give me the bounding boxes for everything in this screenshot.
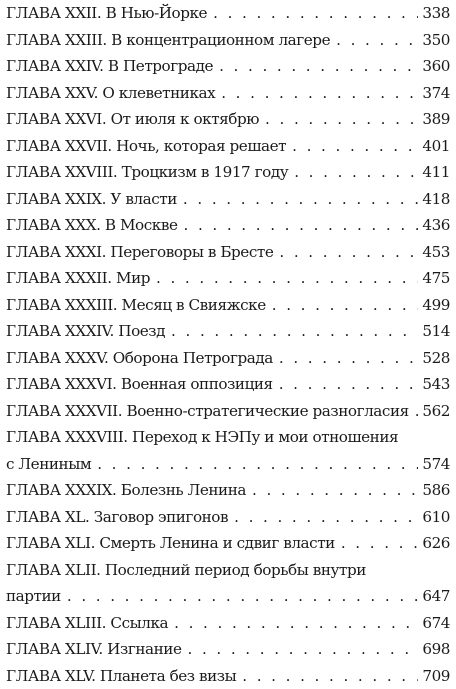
toc-entry-title: ГЛАВА XXXI. Переговоры в Бресте: [6, 239, 273, 266]
dot-leader: [415, 398, 419, 425]
dot-leader: [67, 583, 419, 610]
toc-entry-title: ГЛАВА XXVIII. Троцкизм в 1917 году: [6, 159, 288, 186]
toc-entry[interactable]: [6, 0, 450, 27]
toc-entry-title: ГЛАВА XXVII. Ночь, которая решает: [6, 133, 286, 160]
dot-leader: [279, 371, 419, 398]
toc-entry[interactable]: [6, 398, 450, 425]
toc-entry[interactable]: [6, 106, 450, 133]
dot-leader: [234, 504, 418, 531]
toc-entry-title: ГЛАВА XXXIV. Поезд: [6, 318, 165, 345]
dot-leader: [294, 159, 418, 186]
toc-entry-title: ГЛАВА XL. Заговор эпигонов: [6, 504, 228, 531]
dot-leader: [187, 636, 418, 663]
toc-entry-page: 401: [422, 133, 450, 160]
toc-entry[interactable]: [6, 292, 450, 319]
table-of-contents: [6, 0, 450, 689]
toc-entry-title: ГЛАВА XXV. О клеветниках: [6, 80, 215, 107]
toc-entry-title: ГЛАВА XLI. Смерть Ленина и сдвиг власти: [6, 530, 335, 557]
toc-entry-title: ГЛАВА XLIII. Ссылка: [6, 610, 168, 637]
toc-entry-title: ГЛАВА XXXII. Мир: [6, 265, 150, 292]
dot-leader: [265, 106, 418, 133]
toc-entry[interactable]: [6, 159, 450, 186]
toc-entry[interactable]: [6, 212, 450, 239]
toc-entry[interactable]: [6, 663, 450, 689]
toc-entry-page: 418: [422, 186, 450, 213]
dot-leader: [221, 80, 418, 107]
toc-entry-page: 586: [422, 477, 450, 504]
toc-entry-title: ГЛАВА XXXIII. Месяц в Свияжске: [6, 292, 266, 319]
toc-entry-page: 475: [422, 265, 450, 292]
dot-leader: [174, 610, 418, 637]
dot-leader: [97, 451, 418, 478]
toc-entry-page: 499: [422, 292, 450, 319]
toc-entry-page: 374: [422, 80, 450, 107]
dot-leader: [341, 530, 419, 557]
dot-leader: [183, 212, 418, 239]
toc-entry-title: ГЛАВА XXXVII. Военно-стратегические разногласия: [6, 398, 409, 425]
dot-leader: [336, 27, 418, 54]
dot-leader: [156, 265, 418, 292]
toc-entry-page: 562: [422, 398, 450, 425]
toc-entry-page: 610: [422, 504, 450, 531]
toc-entry[interactable]: [6, 636, 450, 663]
toc-entry[interactable]: [6, 557, 450, 610]
toc-entry-title: ГЛАВА XLIV. Изгнание: [6, 636, 181, 663]
toc-entry-page: 674: [422, 610, 450, 637]
toc-entry[interactable]: [6, 186, 450, 213]
toc-entry-title: ГЛАВА XXXIX. Болезнь Ленина: [6, 477, 246, 504]
toc-entry[interactable]: [6, 610, 450, 637]
toc-entry-title: ГЛАВА XXIII. В концентрационном лагере: [6, 27, 330, 54]
toc-entry[interactable]: [6, 133, 450, 160]
toc-entry-page: 709: [422, 663, 450, 689]
toc-entry-title: ГЛАВА XXII. В Нью-Йорке: [6, 0, 207, 27]
toc-entry-page: 411: [422, 159, 450, 186]
toc-entry[interactable]: [6, 530, 450, 557]
toc-entry-page: 647: [422, 583, 450, 610]
toc-entry-title: ГЛАВА XXIV. В Петрограде: [6, 53, 213, 80]
dot-leader: [279, 239, 418, 266]
toc-entry-title: ГЛАВА XXIX. У власти: [6, 186, 177, 213]
toc-entry-page: 360: [422, 53, 450, 80]
toc-entry[interactable]: [6, 27, 450, 54]
toc-entry[interactable]: [6, 265, 450, 292]
toc-entry[interactable]: [6, 239, 450, 266]
toc-entry-page: 453: [422, 239, 450, 266]
toc-entry[interactable]: [6, 345, 450, 372]
toc-entry[interactable]: [6, 371, 450, 398]
toc-entry-title: ГЛАВА XXXVIII. Переход к НЭПу и мои отношения: [6, 428, 398, 446]
toc-entry[interactable]: [6, 477, 450, 504]
dot-leader: [279, 345, 418, 372]
toc-entry-page: 698: [422, 636, 450, 663]
dot-leader: [292, 133, 418, 160]
toc-entry-page: 338: [422, 0, 450, 27]
toc-entry-title-continued: партии: [6, 583, 61, 610]
toc-entry[interactable]: [6, 424, 450, 477]
toc-entry-title: ГЛАВА XLV. Планета без визы: [6, 663, 236, 689]
dot-leader: [242, 663, 418, 689]
toc-entry-page: 574: [422, 451, 450, 478]
toc-entry-title: ГЛАВА XXX. В Москве: [6, 212, 177, 239]
toc-entry-title: ГЛАВА XXXV. Оборона Петрограда: [6, 345, 273, 372]
dot-leader: [252, 477, 418, 504]
dot-leader: [219, 53, 418, 80]
toc-entry-title: ГЛАВА XLII. Последний период борьбы внутри: [6, 561, 366, 579]
toc-entry-page: 528: [422, 345, 450, 372]
toc-entry-title: ГЛАВА XXVI. От июля к октябрю: [6, 106, 259, 133]
toc-entry[interactable]: [6, 53, 450, 80]
toc-entry[interactable]: [6, 80, 450, 107]
toc-entry-page: 389: [422, 106, 450, 133]
toc-entry-page: 543: [422, 371, 450, 398]
dot-leader: [213, 0, 418, 27]
dot-leader: [183, 186, 418, 213]
dot-leader: [272, 292, 419, 319]
toc-entry-title-continued: с Лениным: [6, 451, 91, 478]
toc-entry-page: 626: [422, 530, 450, 557]
toc-entry[interactable]: [6, 504, 450, 531]
toc-entry-page: 436: [422, 212, 450, 239]
toc-entry-title: ГЛАВА XXXVI. Военная оппозиция: [6, 371, 273, 398]
toc-entry-page: 350: [422, 27, 450, 54]
dot-leader: [171, 318, 418, 345]
toc-entry-page: 514: [422, 318, 450, 345]
toc-entry[interactable]: [6, 318, 450, 345]
